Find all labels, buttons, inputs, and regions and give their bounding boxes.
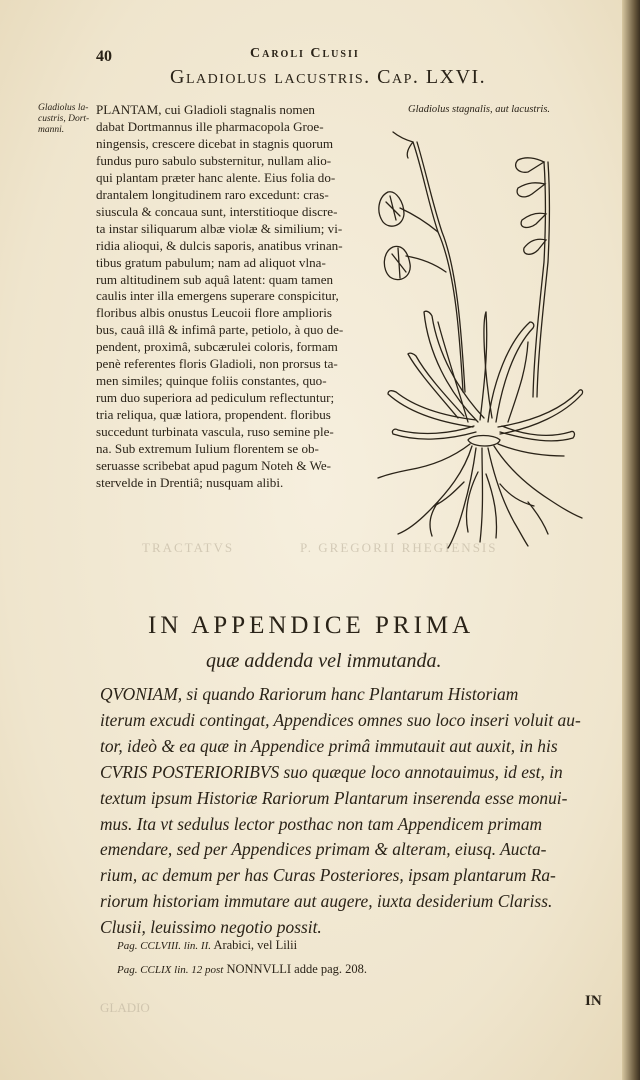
- text-line: PLANTAM, cui Gladioli stagnalis nomen: [96, 102, 315, 117]
- page-edge-shadow: [622, 0, 640, 1080]
- text-line: dabat Dortmannus ille pharmacopola Groe-: [96, 118, 324, 134]
- footnote-ref: Pag. CCLIX lin. 12 post: [117, 964, 224, 976]
- text-line: floribus albis onustus Leucoii flore amplioris: [96, 305, 333, 321]
- text-line: mus. Ita vt sedulus lector posthac non tam Appendicem primam: [100, 813, 543, 834]
- margin-note: [38, 103, 94, 136]
- footnote: [117, 938, 297, 953]
- text-line: ningensis, crescere dicebat in stagnis quorum: [96, 135, 334, 151]
- text-line: pendent, proximâ, subcærulei coloris, formam: [96, 339, 338, 355]
- chapter-body: [96, 102, 358, 492]
- text-line: tibus gratum pabulum; nam ad aliquot vlna-: [96, 254, 326, 270]
- figure-caption: Gladiolus stagnalis, aut lacustris.: [408, 104, 551, 115]
- show-through-text: GLADIO: [100, 1000, 150, 1015]
- text-line: ta instar siliquarum albæ violæ & similium; vi-: [96, 220, 343, 236]
- text-line: drantalem longitudinem raro excedunt: cras-: [96, 186, 329, 202]
- text-line: penè referentes floris Gladioli, non prorsus ta-: [96, 356, 338, 372]
- footnote-text: NONNVLLI addе pag. 208.: [226, 962, 368, 976]
- text-line: CVRIS POSTERIORIBVS suo quæque loco annotauimus, id est, in: [100, 761, 563, 782]
- text-line: tor, ideò & ea quæ in Appendice primâ immutauit aut auxit, in his: [100, 735, 558, 756]
- footnote-ref: Pag. CCLVIII. lin. II.: [117, 940, 211, 952]
- text-line: tria reliqua, quæ latiora, propendent. floribus: [96, 407, 331, 423]
- text-line: siuscula & concaua sunt, interstitioque discre-: [96, 203, 338, 219]
- text-line: caulis inter illa emergens superare conspicitur,: [96, 288, 339, 304]
- text-line: men similes; quinque foliis constantes, quo-: [96, 373, 327, 389]
- text-line: Clusii, leuissimo negotio possit.: [100, 917, 322, 938]
- text-line: textum ipsum Historiæ Rariorum Plantarum inserenda esse monui-: [100, 787, 568, 808]
- margin-note-line: Gladiolus la-: [38, 103, 89, 113]
- appendix-heading: IN APPENDICE PRIMA: [148, 612, 475, 639]
- chapter-title: Gladiolus lacustris. Cap. LXVI.: [170, 66, 487, 88]
- text-line: emendare, sed per Appendices primam & alteram, eiusq. Aucta-: [100, 839, 547, 860]
- margin-note-line: manni.: [38, 125, 65, 135]
- catchword: IN: [585, 993, 602, 1009]
- text-line: fundus puro sabulo substernitur, nullam alio-: [96, 152, 332, 168]
- text-line: rium, ac demum per has Curas Posteriores, ipsam plantarum Ra-: [100, 865, 556, 886]
- text-line: riorum historiam immutare aut augere, iuxta desiderium Clariss.: [100, 891, 553, 912]
- page-number: 40: [96, 48, 112, 65]
- text-line: qui plantam præter hanc alente. Eius folia do-: [96, 169, 336, 185]
- text-line: na. Sub extremum Iulium florentem se ob-: [96, 441, 319, 457]
- running-head: Caroli Clusii: [250, 46, 360, 61]
- footnote: [117, 962, 367, 977]
- text-line: stervelde in Drentiâ; nusquam alibi.: [96, 474, 284, 490]
- text-line: ridia alioqui, & dulcis saporis, anatibus vrinan-: [96, 237, 343, 253]
- appendix-body: [100, 682, 604, 941]
- show-through-text: P. GREGORII RHEGIENSIS: [300, 540, 498, 555]
- text-line: rum duo superiora ad pediculum reflectuntur;: [96, 390, 335, 406]
- show-through-text: TRACTATVS: [142, 540, 235, 555]
- text-line: rum altitudinem sub aquâ latent: quam tamen: [96, 271, 334, 287]
- text-line: succedunt turbinata vascula, ruso semine ple-: [96, 424, 334, 440]
- text-line: bus, cauâ illâ & infimâ parte, petiolo, à quo de-: [96, 322, 344, 338]
- text-line: QVONIAM, si quando Rariorum hanc Plantarum Historiam: [100, 684, 519, 704]
- plant-woodcut-illustration: [368, 122, 588, 550]
- text-line: iterum excudi contingat, Appendices omnes suo loco inseri voluit au-: [100, 709, 581, 730]
- text-line: seruasse scribebat apud pagum Noteh & We-: [96, 458, 332, 474]
- footnote-text: Arabici, vel Lilii: [213, 938, 298, 952]
- appendix-subheading: quæ addenda vel immutanda.: [206, 650, 442, 672]
- margin-note-line: custris, Dort-: [38, 114, 90, 124]
